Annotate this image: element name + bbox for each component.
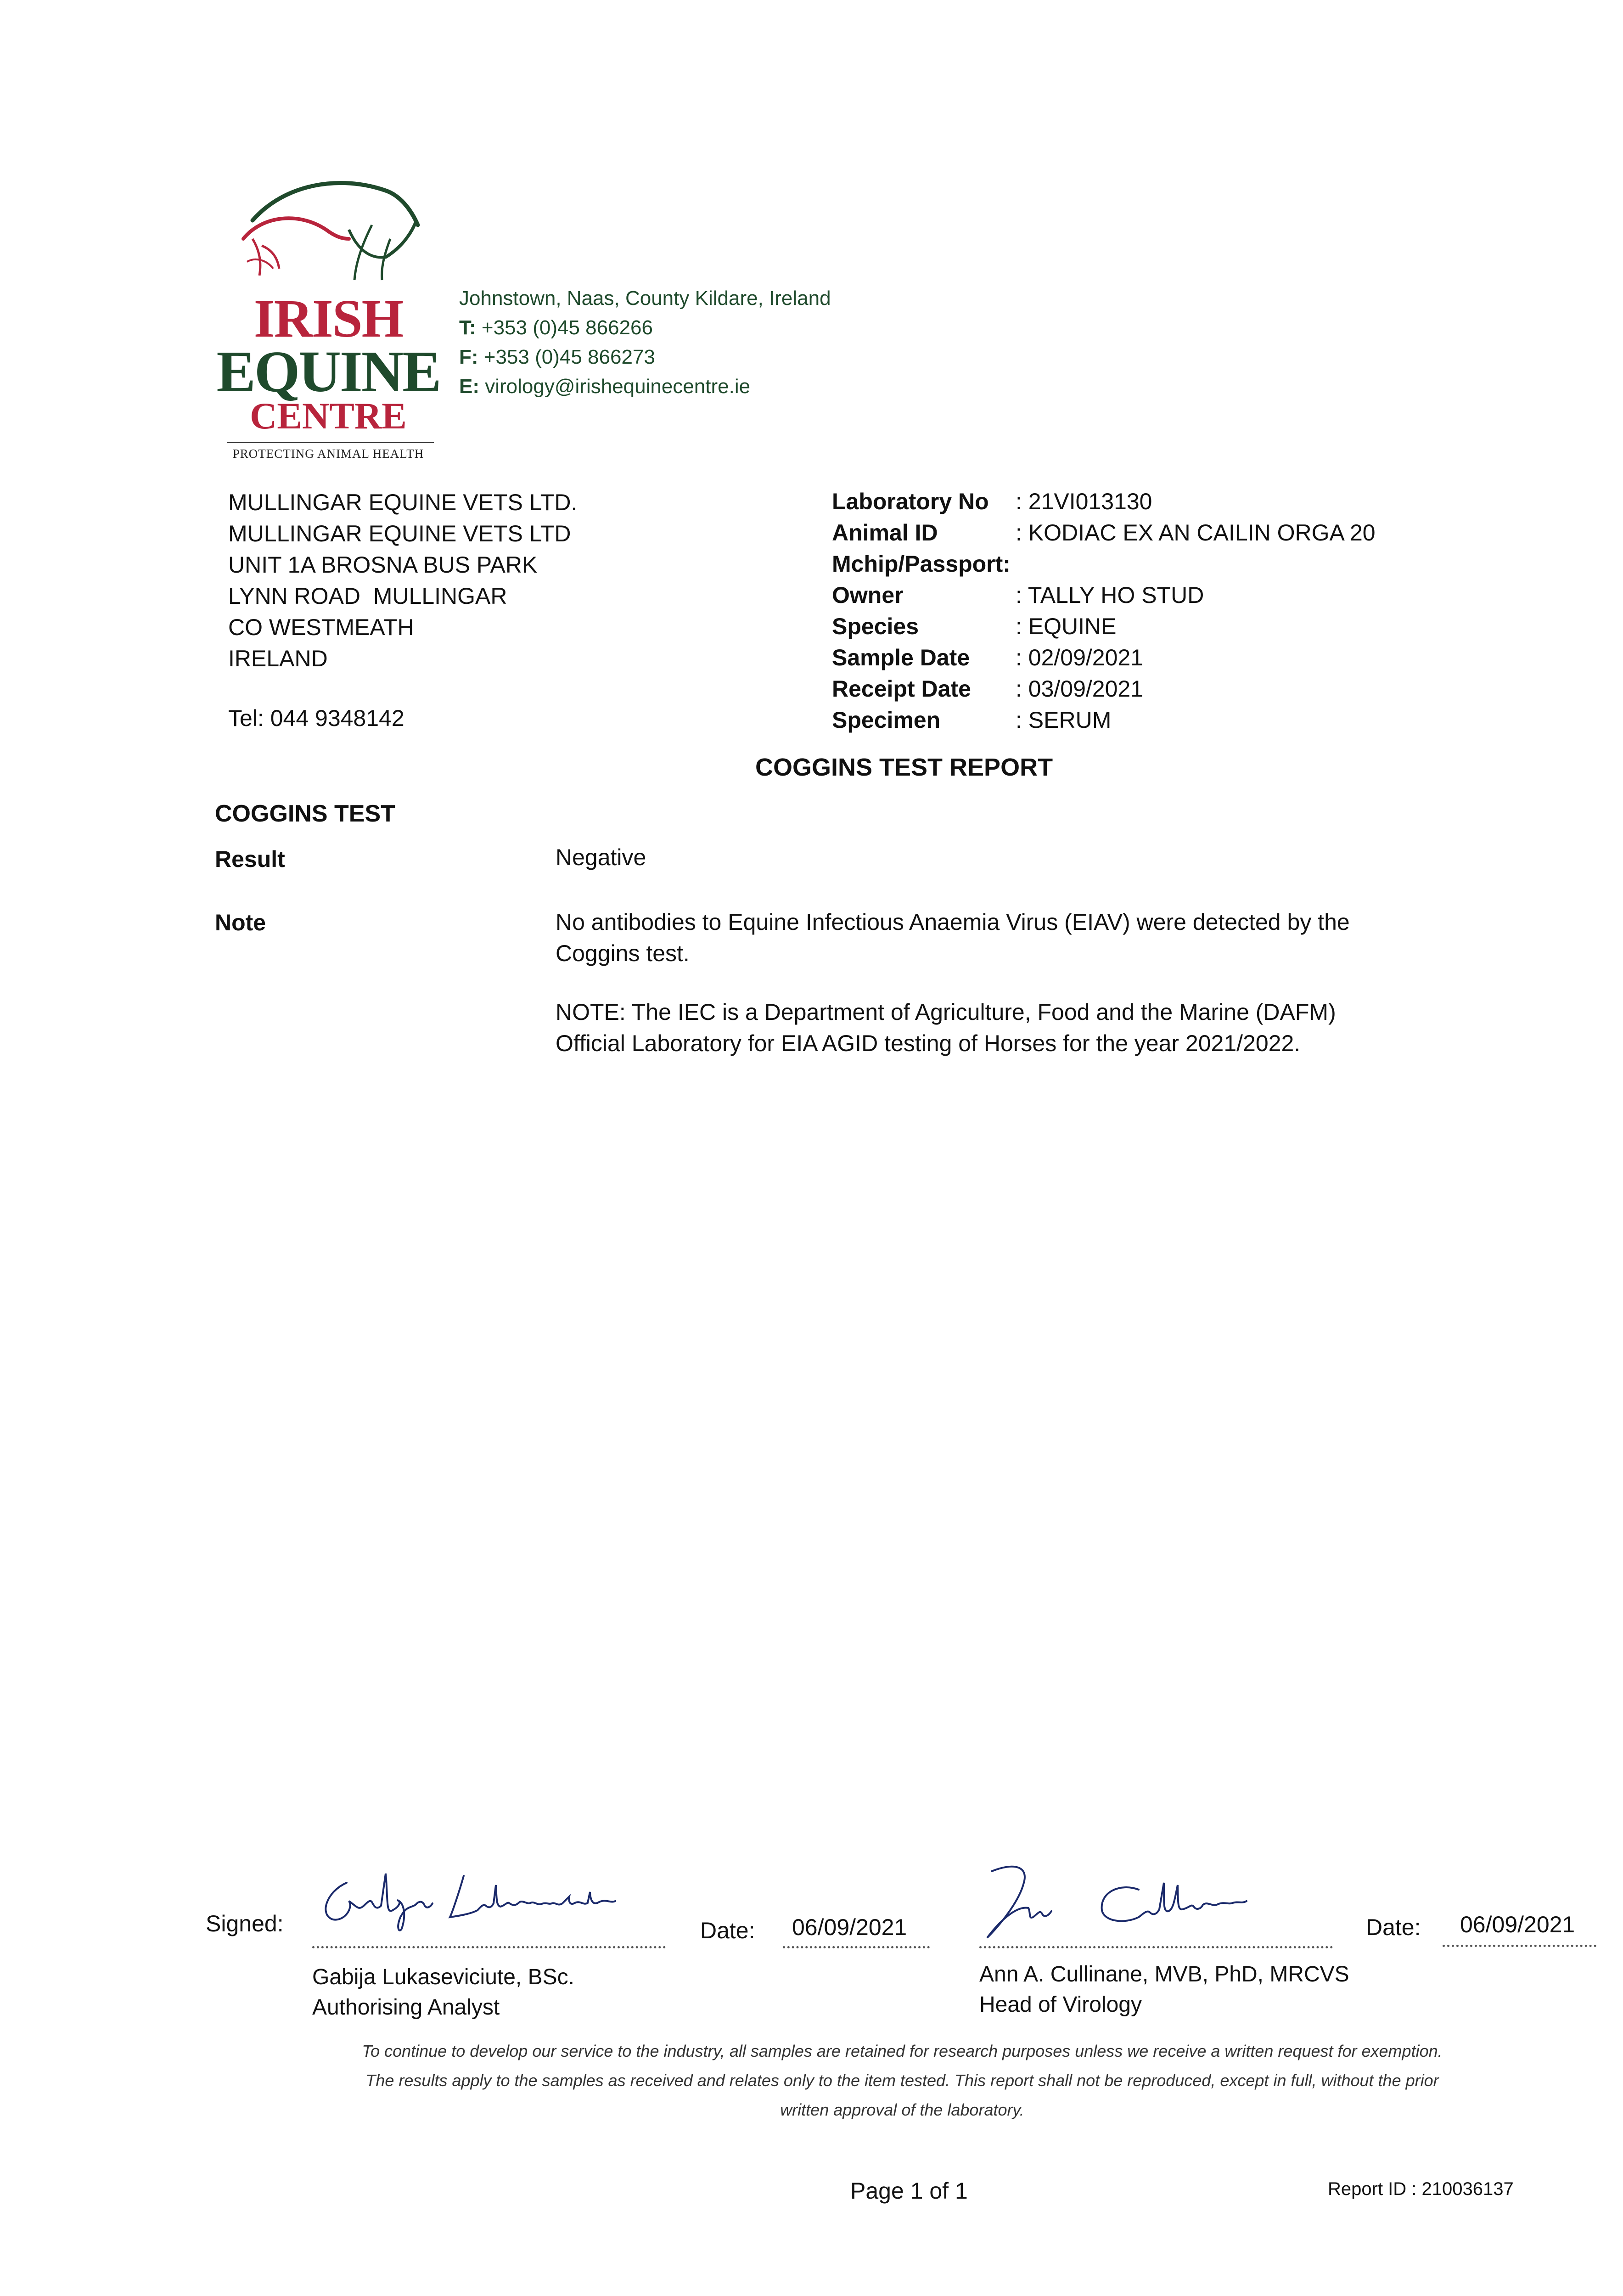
- address-line: UNIT 1A BROSNA BUS PARK: [228, 552, 538, 578]
- address-line: LYNN ROAD MULLINGAR: [228, 583, 507, 609]
- date-label-1: Date:: [700, 1918, 755, 1943]
- detail-label: Owner: [832, 582, 904, 608]
- analyst-name: Gabija Lukaseviciute, BSc.: [312, 1965, 574, 1989]
- result-value: Negative: [556, 844, 646, 870]
- detail-value: : SERUM: [1016, 707, 1112, 733]
- contact-address: Johnstown, Naas, County Kildare, Ireland: [459, 287, 831, 310]
- disclaimer-line: To continue to develop our service to the industry, all samples are retained for research purposes unless we receive a written request for exemption.: [362, 2042, 1443, 2060]
- logo-word-irish: IRISH: [253, 288, 403, 349]
- detail-label: Species: [832, 613, 919, 639]
- disclaimer: [275, 2037, 1529, 2125]
- detail-label: Specimen: [832, 707, 941, 733]
- phone-label: T:: [459, 316, 476, 339]
- head-signature-image: [973, 1855, 1322, 1952]
- email-label: E:: [459, 375, 479, 398]
- result-label: Result: [215, 846, 285, 872]
- analyst-signature-image: [312, 1864, 670, 1942]
- disclaimer-line: The results apply to the samples as received and relates only to the item tested. This report shall not be reproduced, except in full, without the prior: [365, 2071, 1439, 2090]
- detail-label: Mchip/Passport:: [832, 551, 1011, 577]
- head-signature-line: [979, 1946, 1333, 1948]
- head-title: Head of Virology: [979, 1992, 1142, 2017]
- report-title: COGGINS TEST REPORT: [755, 754, 1053, 781]
- note-text: No antibodies to Equine Infectious Anaemia Virus (EIAV) were detected by the Coggins test.: [556, 909, 1350, 966]
- detail-label: Receipt Date: [832, 676, 971, 702]
- recipient-tel: Tel: 044 9348142: [228, 705, 404, 731]
- logo-tagline: PROTECTING ANIMAL HEALTH: [232, 447, 424, 461]
- detail-value: : EQUINE: [1016, 613, 1117, 639]
- contact-phone: [459, 313, 831, 343]
- logo-divider: [227, 442, 434, 443]
- horse-logo-icon: [234, 170, 427, 294]
- date-label-2: Date:: [1366, 1914, 1421, 1940]
- dafm-note-text: NOTE: The IEC is a Department of Agriculture, Food and the Marine (DAFM) Official Laboratory for EIA AGID testing of Horses for the year 2021/2022.: [556, 999, 1336, 1056]
- logo-word-centre: CENTRE: [250, 395, 407, 437]
- irish-equine-centre-logo: [216, 170, 441, 464]
- detail-value: : 02/09/2021: [1016, 645, 1144, 670]
- recipient-address: [228, 487, 577, 674]
- phone-value: +353 (0)45 866266: [481, 316, 653, 339]
- address-line: MULLINGAR EQUINE VETS LTD: [228, 521, 571, 546]
- address-line: MULLINGAR EQUINE VETS LTD.: [228, 490, 578, 515]
- detail-value: : 21VI013130: [1016, 489, 1152, 514]
- section-title: COGGINS TEST: [215, 800, 395, 827]
- contact-fax: [459, 343, 831, 372]
- detail-label: Animal ID: [832, 520, 938, 546]
- page-number: Page 1 of 1: [850, 2178, 968, 2204]
- detail-value: : KODIAC EX AN CAILIN ORGA 20: [1016, 520, 1376, 546]
- analyst-signer: [312, 1962, 574, 2023]
- logo-word-equine: EQUINE: [216, 339, 440, 404]
- detail-label: Sample Date: [832, 645, 970, 670]
- contact-email: [459, 372, 831, 401]
- analyst-signature: [312, 1864, 670, 1942]
- head-signature: [973, 1855, 1322, 1952]
- address-line: IRELAND: [228, 646, 328, 671]
- note-label: Note: [215, 910, 266, 935]
- detail-value: : TALLY HO STUD: [1016, 582, 1204, 608]
- head-signer: [979, 1959, 1349, 2020]
- detail-label: Laboratory No: [832, 489, 989, 514]
- date-line-2: [1443, 1945, 1596, 1947]
- analyst-signature-line: [312, 1946, 666, 1948]
- analyst-title: Authorising Analyst: [312, 1995, 500, 2020]
- date-line-1: [783, 1946, 930, 1948]
- contact-block: [459, 284, 831, 401]
- disclaimer-line: written approval of the laboratory.: [780, 2100, 1024, 2119]
- date-value-1: 06/09/2021: [792, 1914, 907, 1940]
- head-name: Ann A. Cullinane, MVB, PhD, MRCVS: [979, 1962, 1349, 1986]
- fax-value: +353 (0)45 866273: [483, 346, 655, 368]
- email-value: virology@irishequinecentre.ie: [485, 375, 751, 398]
- detail-value: : 03/09/2021: [1016, 676, 1144, 702]
- report-id: Report ID : 210036137: [1328, 2179, 1514, 2199]
- signed-label: Signed:: [206, 1911, 284, 1936]
- fax-label: F:: [459, 346, 478, 368]
- address-line: CO WESTMEATH: [228, 614, 414, 640]
- date-value-2: 06/09/2021: [1460, 1912, 1575, 1937]
